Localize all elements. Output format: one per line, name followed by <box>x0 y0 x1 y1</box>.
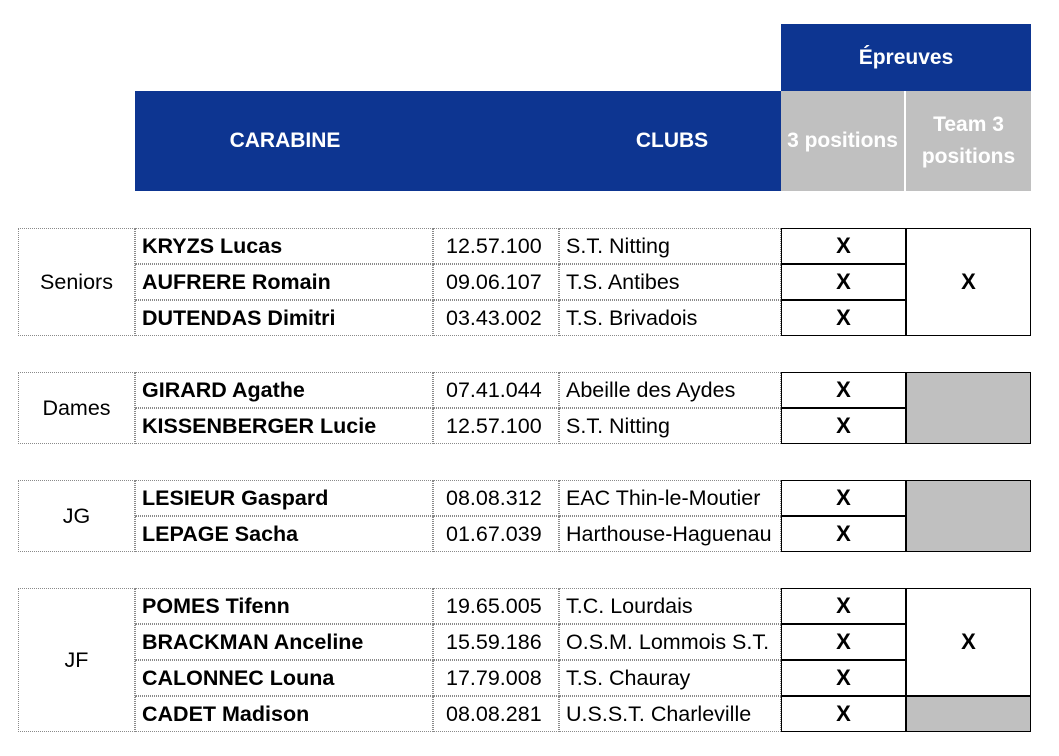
three-positions-mark: X <box>781 228 906 264</box>
license-number: 12.57.100 <box>433 408 559 444</box>
club-name: T.C. Lourdais <box>559 588 781 624</box>
team-three-positions-header: Team 3 positions <box>906 91 1031 191</box>
club-name: T.S. Chauray <box>559 660 781 696</box>
team-mark: X <box>906 228 1031 336</box>
epreuves-header: Épreuves <box>781 24 1031 91</box>
club-name: S.T. Nitting <box>559 408 781 444</box>
three-positions-mark: X <box>781 516 906 552</box>
club-name: EAC Thin-le-Moutier <box>559 480 781 516</box>
category-cell: Seniors <box>18 228 135 336</box>
athlete-name: CALONNEC Louna <box>135 660 433 696</box>
license-number: 08.08.312 <box>433 480 559 516</box>
club-name: U.S.S.T. Charleville <box>559 696 781 732</box>
three-positions-mark: X <box>781 264 906 300</box>
club-name: Abeille des Aydes <box>559 372 781 408</box>
carabine-header: CARABINE <box>229 129 341 152</box>
three-positions-mark: X <box>781 588 906 624</box>
athlete-name: LESIEUR Gaspard <box>135 480 433 516</box>
license-number: 08.08.281 <box>433 696 559 732</box>
athlete-name: CADET Madison <box>135 696 433 732</box>
team-mark: X <box>906 588 1031 696</box>
club-name: O.S.M. Lommois S.T. <box>559 624 781 660</box>
license-number: 07.41.044 <box>433 372 559 408</box>
category-cell: JG <box>18 480 135 552</box>
clubs-header: CLUBS <box>635 129 709 152</box>
license-number: 01.67.039 <box>433 516 559 552</box>
category-cell: JF <box>18 588 135 732</box>
three-positions-mark: X <box>781 696 906 732</box>
athlete-name: KRYZS Lucas <box>135 228 433 264</box>
team-empty-cell <box>906 480 1031 552</box>
license-number: 12.57.100 <box>433 228 559 264</box>
club-name: S.T. Nitting <box>559 228 781 264</box>
license-number: 17.79.008 <box>433 660 559 696</box>
athlete-name: BRACKMAN Anceline <box>135 624 433 660</box>
athlete-name: GIRARD Agathe <box>135 372 433 408</box>
athlete-name: DUTENDAS Dimitri <box>135 300 433 336</box>
license-number: 15.59.186 <box>433 624 559 660</box>
athlete-name: KISSENBERGER Lucie <box>135 408 433 444</box>
club-name: Harthouse-Haguenau <box>559 516 781 552</box>
license-number: 09.06.107 <box>433 264 559 300</box>
three-positions-mark: X <box>781 300 906 336</box>
athlete-name: AUFRERE Romain <box>135 264 433 300</box>
club-name: T.S. Antibes <box>559 264 781 300</box>
license-number: 19.65.005 <box>433 588 559 624</box>
three-positions-mark: X <box>781 660 906 696</box>
team-empty-cell <box>906 372 1031 444</box>
three-positions-mark: X <box>781 408 906 444</box>
three-positions-mark: X <box>781 480 906 516</box>
three-positions-mark: X <box>781 372 906 408</box>
three-positions-header: 3 positions <box>781 91 906 191</box>
athlete-name: LEPAGE Sacha <box>135 516 433 552</box>
three-positions-mark: X <box>781 624 906 660</box>
team-empty-cell <box>906 696 1031 732</box>
athlete-name: POMES Tifenn <box>135 588 433 624</box>
club-name: T.S. Brivadois <box>559 300 781 336</box>
category-cell: Dames <box>18 372 135 444</box>
license-number: 03.43.002 <box>433 300 559 336</box>
